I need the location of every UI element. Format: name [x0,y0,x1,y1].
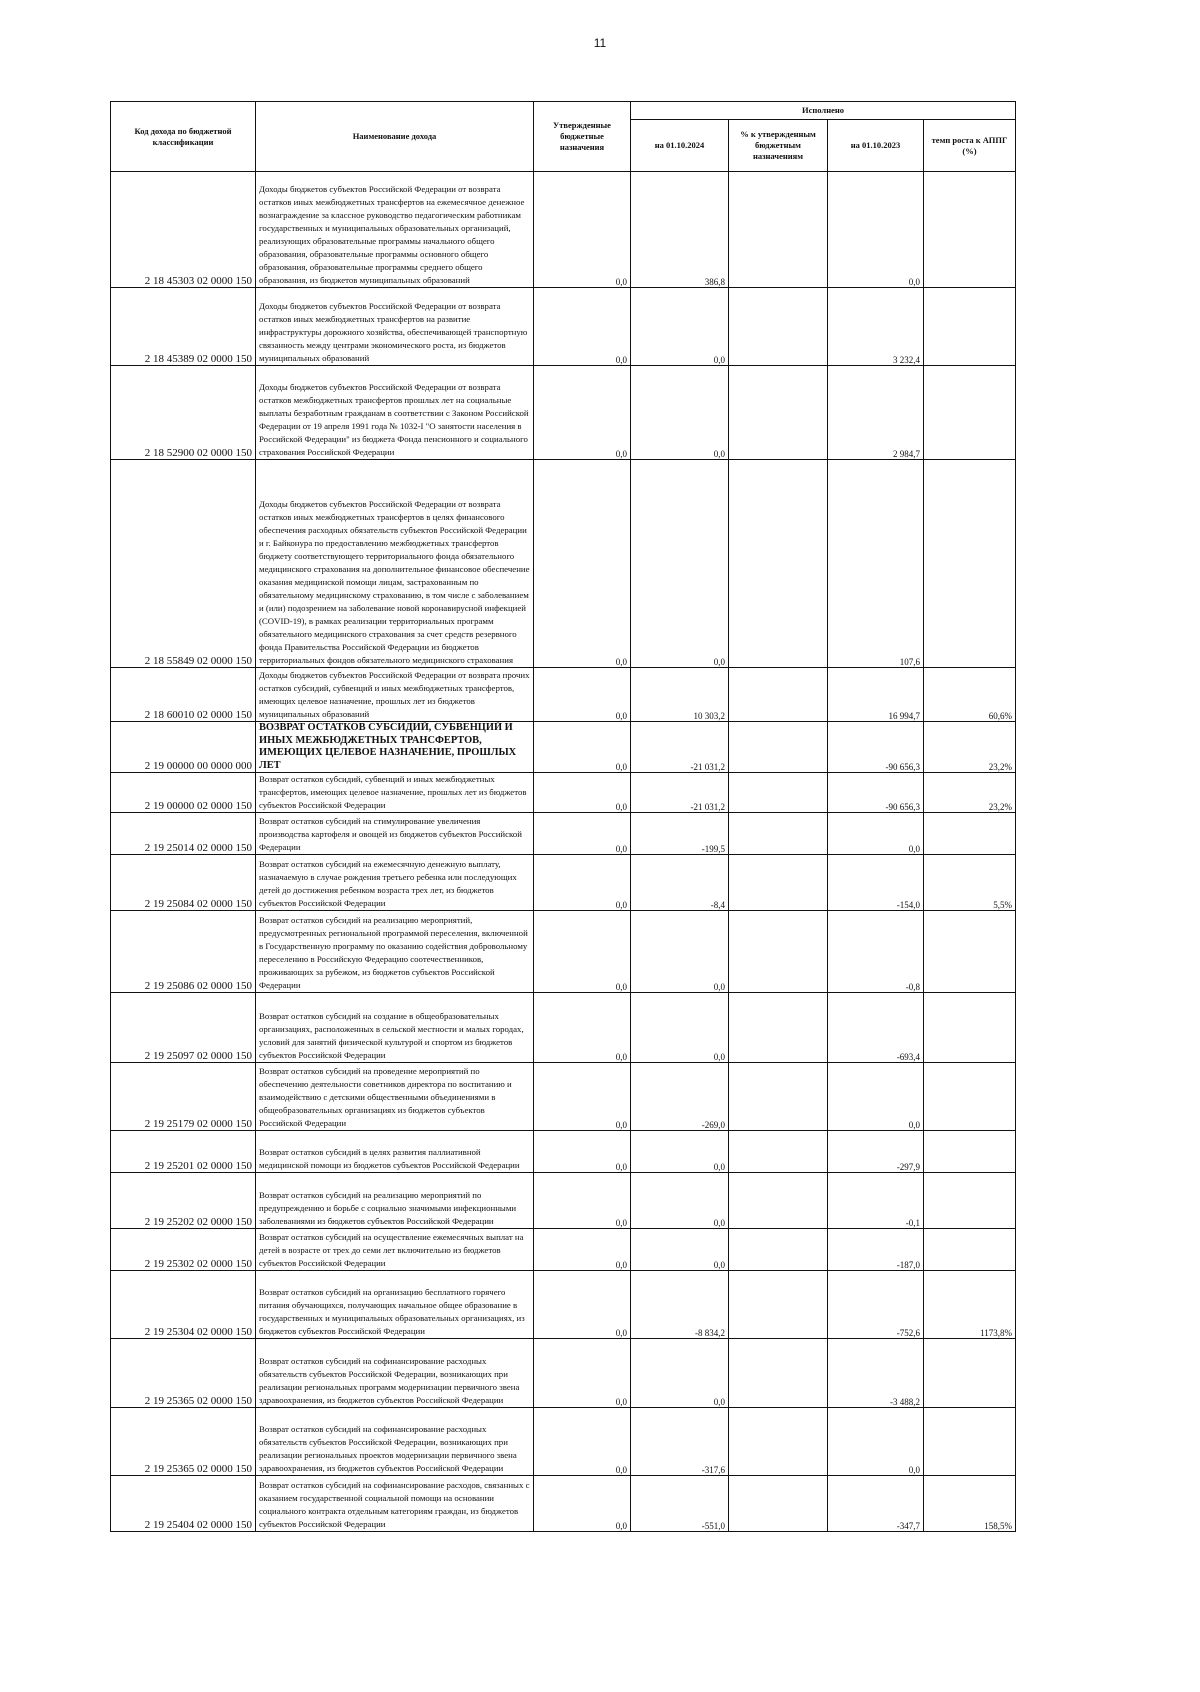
header-approved: Утвержденные бюджетные назначения [534,102,631,172]
row-growth [924,366,1016,460]
row-approved: 0,0 [534,1063,631,1131]
row-percent [729,366,828,460]
row-growth [924,1131,1016,1173]
table-row [111,668,1016,722]
row-name: Возврат остатков субсидий на реализацию мероприятий по предупреждению и борьбе с социально значимыми инфекционными заболеваниями из бюджетов субъектов Российской Федерации [256,1173,534,1229]
row-approved: 0,0 [534,366,631,460]
row-name: Доходы бюджетов субъектов Российской Федерации от возврата прочих остатков субсидий, субвенций и иных межбюджетных трансфертов, имеющих целевое назначение, прошлых лет из бюджетов муниципальных образований [256,668,534,722]
row-current: 386,8 [631,172,729,288]
row-code: 2 18 60010 02 0000 150 [111,668,256,722]
row-code: 2 19 25014 02 0000 150 [111,813,256,855]
page-number: 11 [593,36,607,50]
table-row [111,460,1016,668]
table-row [111,1173,1016,1229]
row-percent [729,993,828,1063]
row-growth: 5,5% [924,855,1016,911]
row-previous: 0,0 [828,172,924,288]
row-previous: -0,8 [828,911,924,993]
row-name: Возврат остатков субсидий на стимулирование увеличения производства картофеля и овощей из бюджетов субъектов Российской Федерации [256,813,534,855]
row-code: 2 18 45389 02 0000 150 [111,288,256,366]
row-name: Возврат остатков субсидий на ежемесячную денежную выплату, назначаемую в случае рождения третьего ребенка или последующих детей до достижения ребенком возраста трех лет, из бюджетов субъектов Российской Федерации [256,855,534,911]
header-executed: Исполнено [631,102,1016,120]
table-row [111,993,1016,1063]
row-current: 10 303,2 [631,668,729,722]
row-current: -8,4 [631,855,729,911]
row-name: Возврат остатков субсидий на софинансирование расходных обязательств субъектов Российской Федерации, возникающих при реализации региональных программ модернизации первичного звена здравоохранения, из бюджетов субъектов Российской Федерации [256,1339,534,1408]
row-current: 0,0 [631,993,729,1063]
row-previous: 0,0 [828,813,924,855]
row-code: 2 19 25365 02 0000 150 [111,1339,256,1408]
row-previous: 2 984,7 [828,366,924,460]
row-growth: 60,6% [924,668,1016,722]
row-current: 0,0 [631,366,729,460]
row-growth [924,993,1016,1063]
row-name: Возврат остатков субсидий на создание в общеобразовательных организациях, расположенных в сельской местности и малых городах, условий для занятий физической культурой и спортом из бюджетов субъектов Российской Федерации [256,993,534,1063]
table-row [111,1131,1016,1173]
header-on-date-previous: на 01.10.2023 [828,120,924,172]
row-previous: -693,4 [828,993,924,1063]
row-percent [729,773,828,813]
row-name: Возврат остатков субсидий на софинансирование расходных обязательств субъектов Российской Федерации, возникающих при реализации региональных проектов модернизации первичного звена здравоохранения, из бюджетов субъектов Российской Федерации [256,1408,534,1476]
row-percent [729,668,828,722]
row-previous: -752,6 [828,1271,924,1339]
row-current: -21 031,2 [631,722,729,773]
row-code: 2 19 25097 02 0000 150 [111,993,256,1063]
row-code: 2 19 25084 02 0000 150 [111,855,256,911]
row-code: 2 19 25302 02 0000 150 [111,1229,256,1271]
row-current: -8 834,2 [631,1271,729,1339]
row-previous: 16 994,7 [828,668,924,722]
row-current: 0,0 [631,1229,729,1271]
row-growth [924,813,1016,855]
row-percent [729,1063,828,1131]
row-code: 2 19 25202 02 0000 150 [111,1173,256,1229]
row-approved: 0,0 [534,460,631,668]
row-current: -551,0 [631,1476,729,1532]
row-percent [729,1339,828,1408]
table-row [111,1063,1016,1131]
row-growth [924,1408,1016,1476]
row-name: Доходы бюджетов субъектов Российской Федерации от возврата остатков межбюджетных трансфертов прошлых лет на социальные выплаты безработным гражданам в соответствии с Законом Российской Федерации от 19 апреля 1991 года № 1032-I "О занятости населения в Российской Федерации" из бюджета Фонда пенсионного и социального страхования Российской Федерации [256,366,534,460]
header-name: Наименование дохода [256,102,534,172]
row-approved: 0,0 [534,911,631,993]
row-percent [729,1173,828,1229]
row-percent [729,911,828,993]
row-percent [729,855,828,911]
row-previous: -90 656,3 [828,722,924,773]
header-growth: темп роста к АППГ (%) [924,120,1016,172]
row-growth [924,460,1016,668]
row-current: 0,0 [631,288,729,366]
row-current: 0,0 [631,911,729,993]
row-current: -21 031,2 [631,773,729,813]
row-percent [729,460,828,668]
row-code: 2 19 25404 02 0000 150 [111,1476,256,1532]
row-previous: -347,7 [828,1476,924,1532]
row-growth [924,1229,1016,1271]
row-growth [924,1173,1016,1229]
row-code: 2 18 45303 02 0000 150 [111,172,256,288]
row-growth: 23,2% [924,722,1016,773]
row-growth: 1173,8% [924,1271,1016,1339]
row-approved: 0,0 [534,288,631,366]
row-growth: 23,2% [924,773,1016,813]
row-percent [729,722,828,773]
row-code: 2 19 25201 02 0000 150 [111,1131,256,1173]
table-row [111,1229,1016,1271]
row-previous: 3 232,4 [828,288,924,366]
row-approved: 0,0 [534,993,631,1063]
row-current: 0,0 [631,1173,729,1229]
row-previous: 107,6 [828,460,924,668]
row-current: -199,5 [631,813,729,855]
row-growth [924,1339,1016,1408]
table-row [111,911,1016,993]
row-current: 0,0 [631,1131,729,1173]
row-name: Возврат остатков субсидий, субвенций и иных межбюджетных трансфертов, имеющих целевое назначение, прошлых лет из бюджетов субъектов Российской Федерации [256,773,534,813]
table-row [111,773,1016,813]
row-approved: 0,0 [534,1408,631,1476]
header-code: Код дохода по бюджетной классификации [111,102,256,172]
row-approved: 0,0 [534,668,631,722]
table-row [111,172,1016,288]
table-row [111,813,1016,855]
row-code: 2 19 00000 00 0000 000 [111,722,256,773]
table-row [111,855,1016,911]
header-on-date-current: на 01.10.2024 [631,120,729,172]
table-row [111,288,1016,366]
row-previous: -297,9 [828,1131,924,1173]
row-name: Возврат остатков субсидий в целях развития паллиативной медицинской помощи из бюджетов субъектов Российской Федерации [256,1131,534,1173]
row-approved: 0,0 [534,1229,631,1271]
row-growth: 158,5% [924,1476,1016,1532]
row-name: Доходы бюджетов субъектов Российской Федерации от возврата остатков иных межбюджетных трансфертов на развитие инфраструктуры дорожного хозяйства, обеспечивающей транспортную связанность между центрами экономического роста, из бюджетов муниципальных образований [256,288,534,366]
table-row [111,1408,1016,1476]
row-code: 2 19 00000 02 0000 150 [111,773,256,813]
row-code: 2 18 55849 02 0000 150 [111,460,256,668]
row-name: Доходы бюджетов субъектов Российской Федерации от возврата остатков иных межбюджетных трансфертов на ежемесячное денежное вознаграждение за классное руководство педагогическим работникам государственных и муниципальных образовательных организаций, реализующих образовательные программы начального общего образования, образовательные программы основного общего образования, образовательные программы среднего общего образования, из бюджетов муниципальных образований [256,172,534,288]
row-current: 0,0 [631,460,729,668]
row-approved: 0,0 [534,722,631,773]
row-percent [729,1229,828,1271]
row-previous: -154,0 [828,855,924,911]
row-current: -317,6 [631,1408,729,1476]
row-code: 2 19 25304 02 0000 150 [111,1271,256,1339]
row-approved: 0,0 [534,773,631,813]
row-growth [924,1063,1016,1131]
row-percent [729,172,828,288]
row-previous: -90 656,3 [828,773,924,813]
row-percent [729,1408,828,1476]
row-percent [729,1131,828,1173]
row-current: 0,0 [631,1339,729,1408]
row-approved: 0,0 [534,172,631,288]
table-row [111,1339,1016,1408]
row-growth [924,911,1016,993]
row-previous: -187,0 [828,1229,924,1271]
table-row [111,1476,1016,1532]
row-percent [729,1271,828,1339]
row-name: Возврат остатков субсидий на организацию бесплатного горячего питания обучающихся, получающих начальное общее образование в государственных и муниципальных образовательных организациях, из бюджетов субъектов Российской Федерации [256,1271,534,1339]
table-row [111,722,1016,773]
row-percent [729,288,828,366]
table-row [111,366,1016,460]
row-name: Возврат остатков субсидий на проведение мероприятий по обеспечению деятельности советников директора по воспитанию и взаимодействию с детскими общественными объединениями в общеобразовательных организациях из бюджетов субъектов Российской Федерации [256,1063,534,1131]
row-percent [729,813,828,855]
row-code: 2 18 52900 02 0000 150 [111,366,256,460]
row-growth [924,172,1016,288]
row-approved: 0,0 [534,813,631,855]
row-code: 2 19 25365 02 0000 150 [111,1408,256,1476]
row-approved: 0,0 [534,1271,631,1339]
row-code: 2 19 25179 02 0000 150 [111,1063,256,1131]
table-row [111,1271,1016,1339]
row-previous: -0,1 [828,1173,924,1229]
row-approved: 0,0 [534,855,631,911]
row-name: ВОЗВРАТ ОСТАТКОВ СУБСИДИЙ, СУБВЕНЦИЙ И ИНЫХ МЕЖБЮДЖЕТНЫХ ТРАНСФЕРТОВ, ИМЕЮЩИХ ЦЕЛЕВОЕ НАЗНАЧЕНИЕ, ПРОШЛЫХ ЛЕТ [256,722,534,773]
row-approved: 0,0 [534,1339,631,1408]
header-percent-approved: % к утвержденным бюджетным назначениям [729,120,828,172]
row-approved: 0,0 [534,1476,631,1532]
row-previous: 0,0 [828,1063,924,1131]
row-previous: -3 488,2 [828,1339,924,1408]
revenue-table [110,101,1016,1532]
row-approved: 0,0 [534,1173,631,1229]
row-name: Доходы бюджетов субъектов Российской Федерации от возврата остатков иных межбюджетных трансфертов в целях финансового обеспечения расходных обязательств субъектов Российской Федерации и г. Байконура по предоставлению межбюджетных трансфертов бюджету соответствующего территориального фонда обязательного медицинского страхования на дополнительное финансовое обеспечение оказания медицинской помощи лицам, застрахованным по обязательному медицинскому страхованию, в том числе с заболеванием и (или) подозрением на заболевание новой коронавирусной инфекцией (COVID-19), в рамках реализации территориальных программ обязательного медицинского страхования за счет средств резервного фонда Правительства Российской Федерации из бюджетов территориальных фондов обязательного медицинского страхования [256,460,534,668]
row-percent [729,1476,828,1532]
row-code: 2 19 25086 02 0000 150 [111,911,256,993]
row-growth [924,288,1016,366]
row-name: Возврат остатков субсидий на осуществление ежемесячных выплат на детей в возрасте от трех до семи лет включительно из бюджетов субъектов Российской Федерации [256,1229,534,1271]
row-name: Возврат остатков субсидий на софинансирование расходов, связанных с оказанием государственной социальной помощи на основании социального контракта отдельным категориям граждан, из бюджетов субъектов Российской Федерации [256,1476,534,1532]
row-approved: 0,0 [534,1131,631,1173]
row-previous: 0,0 [828,1408,924,1476]
row-name: Возврат остатков субсидий на реализацию мероприятий, предусмотренных региональной программой переселения, включенной в Государственную программу по оказанию содействия добровольному переселению в Российскую Федерацию соотечественников, проживающих за рубежом, из бюджетов субъектов Российской Федерации [256,911,534,993]
row-current: -269,0 [631,1063,729,1131]
